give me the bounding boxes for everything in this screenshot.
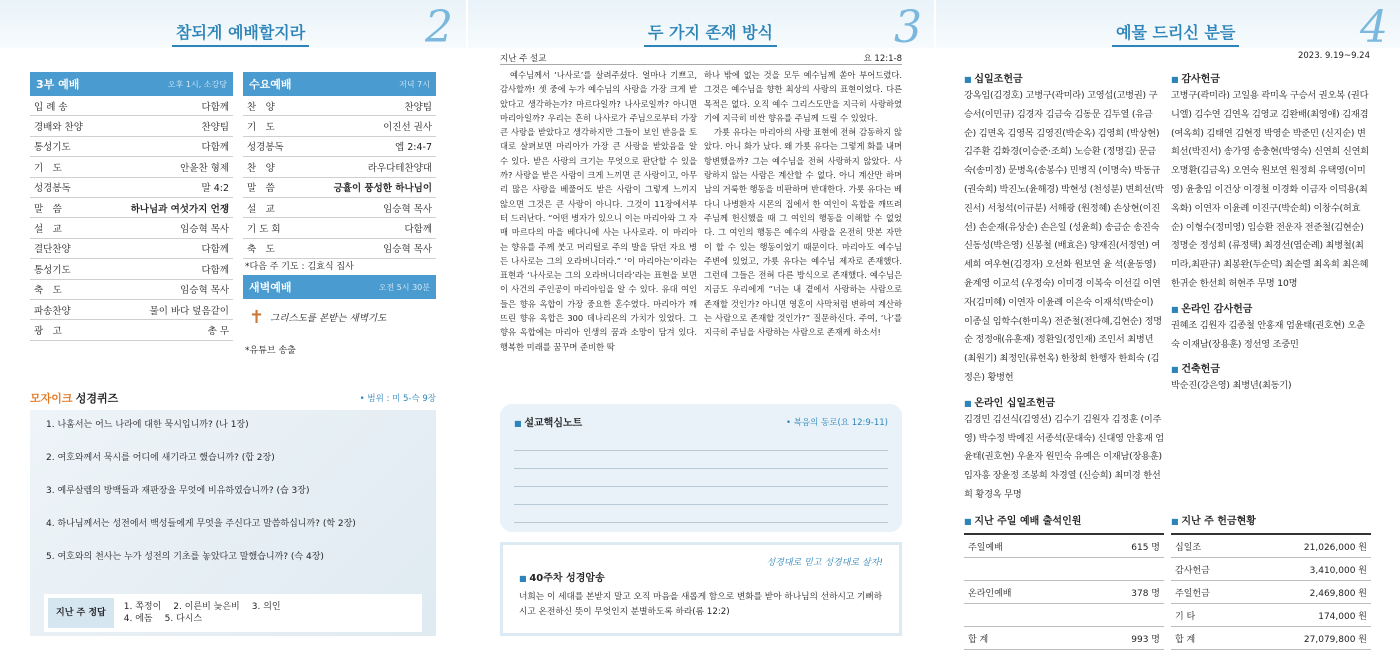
offering-date: 2023. 9.19~9.24 [1297, 51, 1370, 61]
service-row-label: 경배와 찬양 [34, 122, 83, 134]
service-row-value: 다함께 [201, 244, 229, 256]
wednesday-row [243, 137, 436, 157]
service-row [30, 320, 233, 340]
service-row-label: 설 교 [34, 224, 62, 236]
quiz-answer: 4. 에돔 [123, 614, 153, 624]
memory-box [500, 542, 902, 636]
tithe-names: 강옥임(김경호) 고병구(곽미라) 고영섭(고병권) 구승서(이민규) 김경자 김금숙 김동문 김두열 (유금순) 김면옥 김영목 김영진(박순옥) 김영희 (박상현) 김주환 김화경(이승준·조희) 노승환 (정명길) 문금숙(송미정) 문병옥(송봉수) 민병직 (이명숙) 박동규(권숙희) 박진노(윤해경) 박현성 (천성분) 변희선(박진서) 서청석(이규분) 서해광 (원정혜) 손상현(이진선) 손순재(유상순) 손은일 (성윤희) 송금순 송진숙 신동성(박은영) 신봉철 (배효은) 양재진(서정연) 여세희 여우현(김경자) 오선화 원보연 윤 석(윤동영) 윤계영 이교석 (우정숙) 이미경 이복숙 이선길 이연자(김미혜) 이연자 이윤례 이은숙 이재석(박순이) 이종실 임학수(한미옥) 전준철(전다혜,김현순) 정명순 정정애(유훈재) 정환일(정인재) 조인서 최병년 (최원기) 최정인(류헌옥) 한창희 한행자 한희숙 (김정은) 황병헌 [964, 90, 1164, 383]
online-thanks-names: 권혜조 김원자 김종철 안홍재 엄윤태(권호현) 오춘숙 이재남(장용훈) 정선영 조중민 [1171, 319, 1365, 350]
online-thanks-title: ■ 온라인 감사헌금 [1171, 300, 1371, 315]
wednesday-header [243, 72, 436, 96]
service-row-value: 임승혁 목사 [180, 224, 229, 236]
service-row-value: 말 4:2 [201, 183, 229, 195]
page-title: 두 가지 존재 방식 [644, 20, 777, 47]
service-row-label: 축 도 [34, 285, 62, 297]
attendance-row-label: 합 계 [968, 634, 989, 645]
finance-row-value: 27,079,800 원 [1303, 634, 1367, 645]
quiz-question: 4. 하나님께서는 성전에서 백성들에게 무엇을 주신다고 말씀하십니까? (학 2장) [46, 519, 356, 529]
finance-row [1171, 535, 1371, 558]
quiz-title: 성경퀴즈 [75, 392, 119, 405]
memory-text: 너희는 이 세대를 본받지 말고 오직 마음을 새롭게 함으로 변화를 받아 하나님의 선하시고 기뻐하시고 온전하신 뜻이 무엇인지 분별하도록 하라(롬 12:2) [519, 592, 883, 617]
wednesday-row [243, 157, 436, 177]
wednesday-row [243, 239, 436, 259]
finance-title: ■ 지난 주 헌금현황 [1171, 512, 1371, 527]
attendance-row-value: 615 명 [1131, 542, 1160, 553]
quiz-question: 3. 예루살렘의 방백들과 재판장을 무엇에 비유하였습니까? (습 3장) [46, 486, 310, 496]
quiz-answer: 3. 의인 [251, 602, 281, 612]
attendance-table [964, 512, 1164, 650]
wednesday-row-value: 라우다테찬양대 [367, 162, 432, 174]
attendance-row-value: 993 명 [1131, 634, 1160, 645]
wednesday-row-label: 찬 양 [247, 162, 275, 174]
service3-title: 3부 예배 [36, 78, 80, 91]
cross-icon: ✝ [249, 306, 265, 328]
attendance-title: ■ 지난 주일 예배 출석인원 [964, 512, 1164, 527]
tithe-title: ■ 십일조헌금 [964, 70, 1164, 85]
sermon-col1: 예수님께서 ‘나사로’를 살려주셨다. 얼마나 기쁘고, 감사할까! 셋 중에 누가 예수님의 사랑을 가장 크게 받았다고 생각하는가? 마르다일까? 나사로일까? 아니면 마리아일까? 우리는 흔히 나사로가 주님으로부터 가장 큰 사랑을 받았다고 생각하지만 그들이 보인 반응을 토대로 살펴보면 마리아가 가장 큰 사랑을 받았음을 알 수 있다. 받은 사랑의 크기는 무엇으로 판단할 수 있을까? 사랑을 받은 사람이 크게 느끼면 큰 사랑이고, 아무리 많은 사랑을 베풀어도 받은 사람이 그렇게 느끼지 않으면 그것은 큰 사랑이 아니다. 그것이 11장에서부터 드러난다. “어떤 병자가 있으니 이는 마리아와 그 자매 마르다의 마을 베다니에 사는 나사로라. 이 마리아는 향유를 주께 붓고 머리털로 주의 발을 닦던 자요 병든 나사로는 그의 오라버니더라.” ‘이 마리아는’이라는 표현과 ‘나사로는 그의 오라버니더라’라는 표현을 보면 이 사건의 주인공이 마리아임을 알 수 있다. 유대 여인들은 향유 옥합이 가장 중요한 혼수였다. 마리아가 깨뜨린 향유 옥합은 300 데나리온의 가치가 있었다. 그 향유 옥합에는 마리아 인생의 꿈과 소망이 담겨 있다. 행복한 미래를 꿈꾸며 준비한 딱 [500, 70, 697, 352]
notes-sub: • 복음의 동로(요 12:9-11) [786, 417, 888, 428]
service-row-value: 안윤찬 형제 [180, 162, 229, 174]
finance-row-label: 감사헌금 [1175, 565, 1210, 576]
offering-col-left [964, 70, 1164, 505]
wednesday-row [243, 116, 436, 136]
finance-row-value: 3,410,000 원 [1309, 565, 1367, 576]
page-3 [468, 0, 934, 662]
answer-box [44, 594, 422, 632]
quiz-answer: 1. 쪽정이 [123, 602, 162, 612]
answer-list [124, 601, 294, 625]
attendance-row-value: 378 명 [1131, 588, 1160, 599]
wednesday-table [243, 72, 436, 356]
quiz-range: • 범위 : 미 5-슥 9장 [359, 394, 436, 404]
online-tithe-title: ■ 온라인 십일조헌금 [964, 394, 1164, 409]
quiz-answer: 5. 다시스 [164, 614, 203, 624]
wednesday-row-value: 찬양팀 [404, 101, 432, 113]
attendance-row-label: 온라인예배 [968, 588, 1012, 599]
quiz-question: 2. 여호와께서 묵시를 어디에 새기라고 했습니까? (합 2장) [46, 453, 275, 463]
wednesday-row [243, 178, 436, 198]
page-header [936, 0, 1400, 53]
wednesday-row-value: 이진선 권사 [383, 122, 432, 134]
quiz-header [30, 388, 436, 408]
wednesday-row [243, 218, 436, 238]
finance-table [1171, 512, 1371, 650]
finance-row-value: 21,026,000 원 [1303, 542, 1367, 553]
service-row-label: 광 고 [34, 325, 62, 337]
wednesday-row-label: 설 교 [247, 203, 275, 215]
wednesday-row-value: 다함께 [404, 224, 432, 236]
page-header [0, 0, 466, 53]
online-tithe-names: 김경민 김선식(김영선) 김수기 김원자 김정훈 (이주영) 박수정 박예진 서종석(문대숙) 신대영 안홍재 엄윤태(권호현) 우윤자 원민숙 유예은 이재남(장용훈) 임자흥 장윤정 조봉희 차경열 (신승희) 최미경 한선희 황경옥 무명 [964, 413, 1164, 500]
page-title: 예물 드리신 분들 [1112, 20, 1239, 47]
service-row-label: 성경봉독 [34, 183, 71, 195]
note-line [514, 505, 888, 523]
wednesday-row-label: 기 도 [247, 122, 275, 134]
service3-table [30, 72, 233, 341]
wednesday-note: *다음 주 기도 : 김효식 집사 [245, 262, 354, 273]
finance-row [1171, 604, 1371, 627]
wednesday-row-value: 긍휼이 풍성한 하나님이 [333, 183, 432, 195]
note-line [514, 451, 888, 469]
service-row-label: 입 례 송 [34, 101, 68, 113]
page-4 [936, 0, 1400, 662]
wednesday-time: 저녁 7시 [399, 79, 430, 89]
service-row-label: 말 씀 [34, 203, 62, 215]
service-row-label: 기 도 [34, 162, 62, 174]
service-row [30, 116, 233, 136]
thanks-title: ■ 감사헌금 [1171, 70, 1371, 85]
memory-title: ■ 40주차 성경암송 [519, 569, 605, 584]
dawn-logo [243, 299, 436, 335]
building-title: ■ 건축헌금 [1171, 360, 1371, 375]
note-line [514, 487, 888, 505]
quiz-question: 1. 나훔서는 어느 나라에 대한 묵시입니까? (나 1장) [46, 420, 249, 430]
finance-row [1171, 627, 1371, 650]
attendance-row [964, 604, 1164, 627]
wednesday-row-label: 찬 양 [247, 101, 275, 113]
service-row-value: 다함께 [201, 101, 229, 113]
page-number: 2 [425, 2, 453, 53]
service-row [30, 259, 233, 279]
dawn-time: 오전 5시 30분 [378, 282, 430, 292]
service-row-value: 다함께 [201, 264, 229, 276]
service-row-label: 통성기도 [34, 264, 71, 276]
service-row [30, 218, 233, 238]
wednesday-row-label: 성경봉독 [247, 142, 284, 154]
sermon-label: 지난 주 설교 [500, 54, 547, 64]
service-row-value: 찬양팀 [201, 122, 229, 134]
answer-label: 지난 주 정답 [48, 598, 114, 628]
quiz-answer: 2. 이른비 늦은비 [173, 602, 240, 612]
service-row [30, 239, 233, 259]
wednesday-row-value: 엡 2:4-7 [395, 142, 432, 154]
finance-row [1171, 558, 1371, 581]
notes-title: ■ 설교핵심노트 [514, 414, 582, 429]
service-row-value: 총 무 [207, 325, 229, 337]
quiz-brand: 모자이크 [30, 392, 73, 405]
sermon-meta [500, 52, 902, 65]
service-row [30, 198, 233, 218]
service-row [30, 300, 233, 320]
offering-col-right [1171, 70, 1371, 396]
sermon-col2-para1: 하나 밖에 없는 것을 모두 예수님께 쏟아 부어드렸다. 그것은 예수님을 향한 최상의 사랑의 표현이었다. 다른 목적은 없다. 오직 예수 그리스도만을 지극히 사랑하였기에 지극히 비싼 향유를 주님께 드릴 수 있었다. [704, 70, 902, 123]
attendance-row-label: 주일예배 [968, 542, 1003, 553]
wednesday-row-value: 임승혁 목사 [383, 244, 432, 256]
page-2 [0, 0, 466, 662]
service-row-label: 결단찬양 [34, 244, 71, 256]
page-title: 참되게 예배할지라 [172, 20, 309, 47]
attendance-row [964, 535, 1164, 558]
wednesday-row-value: 임승혁 목사 [383, 203, 432, 215]
service-row-label: 통성기도 [34, 142, 71, 154]
page-number: 3 [894, 2, 922, 53]
page-number: 4 [1360, 2, 1388, 53]
service-row-value: 다함께 [201, 142, 229, 154]
attendance-row [964, 627, 1164, 650]
wednesday-row-label: 기 도 회 [247, 224, 281, 236]
service-row [30, 157, 233, 177]
wednesday-row [243, 96, 436, 116]
service3-header [30, 72, 233, 96]
quiz-section [30, 388, 436, 636]
attendance-row [964, 581, 1164, 604]
thanks-names: 고병구(곽미라) 고일용 곽미옥 구승서 권오복 (권다니엘) 김수연 김연옥 김영교 김완배(최영애) 김재겸(여옥희) 김태연 김현정 박영순 박준민 (신지순) 변희선(박진서) 송가영 송충현(박영숙) 신연희 신연희 오명환(김금옥) 오연숙 원보연 원정희 유택영(이미영) 윤충임 이건상 이경철 이경화 이금자 이덕용(최옥화) 이연자 이윤례 이진구(박순희) 이창수(허효순) 이형수(정미영) 임승환 전운자 전준철(김현순) 정명순 정성희 (류정택) 최경선(염순례) 최병철(최미라,최판규) 최봉완(두순덕) 최순렬 최옥희 최은혜 한귀순 한선희 허현주 무명 10명 [1171, 90, 1369, 289]
wednesday-title: 수요예배 [249, 78, 292, 91]
service-row-value: 물이 바다 덮음같이 [149, 305, 229, 317]
finance-row-label: 기 타 [1175, 611, 1196, 622]
dawn-header [243, 275, 436, 299]
quiz-box [30, 410, 436, 636]
service-row-value: 하나님과 여섯가지 언쟁 [130, 203, 229, 215]
building-names: 박순진(강은영) 최병년(최동기) [1171, 380, 1292, 392]
dawn-note: *유튜브 송출 [245, 346, 296, 357]
service-row [30, 280, 233, 300]
service-row-value: 임승혁 목사 [180, 285, 229, 297]
service-row-label: 파송찬양 [34, 305, 71, 317]
sermon-col2 [704, 68, 902, 400]
page-header [468, 0, 934, 53]
finance-row-label: 십일조 [1175, 542, 1202, 553]
sermon-col2-para2: 가룟 유다는 마리아의 사랑 표현에 전혀 감동하지 않았다. 아니 화가 났다. 왜 가룟 유다는 그렇게 화를 내며 항변했을까? 그는 예수님을 전혀 사랑하지 않았다. 사랑하지 않는 사람은 계산할 수 없다. 아니 계산만 하며 남의 거룩한 행동을 비판하며 반대한다. 가룟 유다는 베다니 나병환자 시몬의 집에서 한 여인이 옥합을 깨뜨려 주님께 헌신했을 때 그 여인의 행동을 이해할 수 없었다. 그 여인의 행동은 예수의 사랑을 온전히 맛본 자만이 할 수 있는 행동이었기 때문이다. 마리아도 예수님 주변에 있었고, 가룟 유다는 예수님 제자로 존재했다. 그런데 그들은 전혀 다른 방식으로 존재했다. 예수님은 지금도 우리에게 “너는 내 곁에서 사랑하는 사람으로 존재할 것인가? 아니면 영혼이 사막처럼 변하여 계산하는 사람으로 존재할 것인가?” 질문하신다. 주여, ‘나’를 지극히 주님을 사랑하는 사람으로 존재케 하소서! [704, 127, 902, 338]
wednesday-row-label: 축 도 [247, 244, 275, 256]
service-row [30, 178, 233, 198]
memory-slogan: 성경대로 믿고 성경대로 살자! [766, 558, 883, 568]
dawn-title: 새벽예배 [249, 281, 292, 295]
sermon-ref: 요 12:1-8 [863, 54, 902, 64]
service-row [30, 96, 233, 116]
finance-row-label: 합 계 [1175, 634, 1196, 645]
note-line [514, 441, 888, 451]
wednesday-row-label: 말 씀 [247, 183, 275, 195]
notes-box [500, 404, 902, 532]
note-line [514, 469, 888, 487]
service3-time: 오후 1시, 소강당 [167, 79, 227, 89]
dawn-logo-text: 그리스도를 본받는 새벽기도 [270, 313, 387, 325]
service-row [30, 137, 233, 157]
wednesday-row [243, 198, 436, 218]
finance-row [1171, 581, 1371, 604]
finance-row-label: 주일헌금 [1175, 588, 1210, 599]
attendance-row [964, 558, 1164, 581]
quiz-question: 5. 여호와의 천사는 누가 성전의 기초를 놓았다고 말했습니까? (슥 4장) [46, 552, 324, 562]
finance-row-value: 174,000 원 [1318, 611, 1367, 622]
finance-row-value: 2,469,800 원 [1309, 588, 1367, 599]
